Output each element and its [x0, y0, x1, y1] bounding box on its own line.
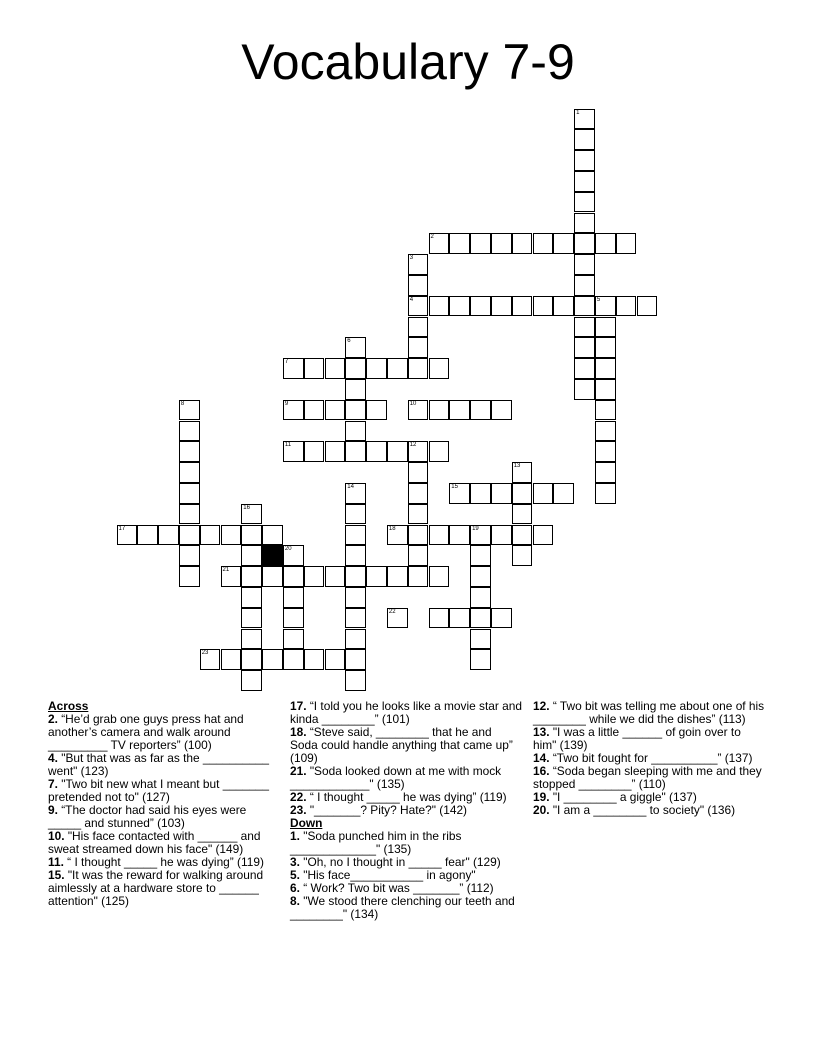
clue-number: 5 [596, 296, 601, 303]
crossword-cell[interactable] [408, 566, 429, 587]
crossword-cell[interactable] [408, 462, 429, 483]
crossword-cell[interactable] [241, 629, 262, 650]
clue-number: 1 [576, 109, 580, 116]
clue-number: 19. [533, 790, 550, 804]
crossword-cell[interactable] [533, 296, 554, 317]
crossword-cell[interactable] [408, 400, 429, 421]
crossword-cell[interactable] [283, 545, 304, 566]
crossword-cell[interactable] [179, 400, 200, 421]
crossword-cell[interactable] [345, 566, 366, 587]
crossword-cell[interactable] [304, 400, 325, 421]
crossword-cell[interactable] [491, 483, 512, 504]
crossword-cell[interactable] [449, 233, 470, 254]
crossword-cell[interactable] [283, 649, 304, 670]
clue-number: 6. [290, 881, 300, 895]
crossword-cell[interactable] [574, 254, 595, 275]
crossword-cell[interactable] [137, 525, 158, 546]
crossword-cell[interactable] [179, 421, 200, 442]
clue-number: 9 [284, 400, 289, 407]
clue-number: 14 [347, 483, 354, 490]
clue-item [48, 830, 280, 856]
clue-text: "Oh, no I thought in _____ fear" (129) [299, 855, 501, 869]
crossword-cell[interactable] [533, 525, 554, 546]
crossword-cell[interactable] [345, 441, 366, 462]
crossword-cell[interactable] [179, 566, 200, 587]
clue-number: 7. [48, 777, 58, 791]
clue-text: "His face contacted with ______ and sweat streamed down his face" (149) [48, 829, 261, 856]
clue-number: 20 [284, 546, 292, 553]
crossword-cell[interactable] [241, 670, 262, 691]
crossword-cell[interactable] [179, 525, 200, 546]
clue-text: "I ________ a giggle" (137) [549, 790, 697, 804]
crossword-cell[interactable] [387, 608, 408, 629]
clue-text: “Steve said, ________ that he and Soda could handle anything that came up” (109) [290, 725, 513, 765]
crossword-cell[interactable] [200, 525, 221, 546]
crossword-cell[interactable] [345, 649, 366, 670]
crossword-cell[interactable] [470, 629, 491, 650]
clue-text: “The doctor had said his eyes were _____ and stunned” (103) [48, 803, 247, 830]
clue-number: 19 [472, 525, 479, 532]
crossword-cell[interactable] [449, 525, 470, 546]
crossword-cell[interactable] [512, 504, 533, 525]
clue-number: 2 [430, 234, 434, 241]
crossword-cell[interactable] [221, 566, 242, 587]
clue-item [48, 752, 280, 778]
crossword-cell[interactable] [429, 233, 450, 254]
clue-number: 22. [290, 790, 307, 804]
crossword-cell[interactable] [574, 296, 595, 317]
crossword-cell[interactable] [345, 337, 366, 358]
crossword-cell[interactable] [179, 462, 200, 483]
clue-number: 12. [533, 699, 550, 713]
crossword-cell[interactable] [449, 483, 470, 504]
crossword-cell[interactable] [491, 400, 512, 421]
crossword-cell[interactable] [262, 525, 283, 546]
crossword-cell[interactable] [345, 587, 366, 608]
clue-number: 18. [290, 725, 307, 739]
clue-number: 13. [533, 725, 550, 739]
crossword-cell[interactable] [574, 233, 595, 254]
clue-number: 4. [48, 751, 58, 765]
crossword-cell[interactable] [345, 358, 366, 379]
clue-number: 17. [290, 699, 307, 713]
clue-number: 21. [290, 764, 307, 778]
crossword-cell[interactable] [241, 545, 262, 566]
crossword-cell[interactable] [574, 213, 595, 234]
clue-number: 15. [48, 868, 65, 882]
clue-number: 2. [48, 712, 58, 726]
crossword-cell[interactable] [595, 296, 616, 317]
crossword-cell[interactable] [325, 441, 346, 462]
crossword-cell[interactable] [595, 233, 616, 254]
crossword-cell[interactable] [408, 254, 429, 275]
crossword-cell[interactable] [429, 566, 450, 587]
down-clue-list-continued [533, 700, 765, 817]
crossword-cell[interactable] [616, 233, 637, 254]
crossword-cell[interactable] [387, 358, 408, 379]
crossword-cell[interactable] [304, 358, 325, 379]
clue-number: 12 [409, 442, 417, 449]
crossword-cell[interactable] [470, 400, 491, 421]
crossword-cell[interactable] [241, 525, 262, 546]
clue-number: 15 [451, 483, 458, 490]
clue-number: 20. [533, 803, 550, 817]
crossword-cell[interactable] [595, 317, 616, 338]
crossword-cell[interactable] [429, 608, 450, 629]
clue-number: 3 [409, 255, 414, 262]
clue-number: 7 [284, 359, 289, 366]
clue-text: “I told you he looks like a movie star and kinda ________” (101) [290, 699, 522, 726]
crossword-cell[interactable] [345, 421, 366, 442]
clue-text: “ Work? Two bit was _______” (112) [299, 881, 494, 895]
clue-item [533, 700, 765, 726]
crossword-cell[interactable] [574, 337, 595, 358]
crossword-cell[interactable] [574, 150, 595, 171]
crossword-cell[interactable] [179, 441, 200, 462]
crossword-cell[interactable] [408, 275, 429, 296]
crossword-cell[interactable] [304, 649, 325, 670]
crossword-cell[interactable] [429, 441, 450, 462]
crossword-cell[interactable] [304, 566, 325, 587]
crossword-cell[interactable] [574, 192, 595, 213]
clue-number: 14. [533, 751, 550, 765]
down-header: Down [290, 816, 323, 830]
clue-number: 10. [48, 829, 65, 843]
clue-text: “ Two bit was telling me about one of his ________ while we did the dishes” (113) [533, 699, 765, 726]
crossword-cell[interactable] [595, 441, 616, 462]
across-header: Across [48, 699, 89, 713]
crossword-cell[interactable] [637, 296, 658, 317]
crossword-cell[interactable] [345, 629, 366, 650]
crossword-cell[interactable] [533, 233, 554, 254]
page-title: Vocabulary 7-9 [241, 34, 575, 90]
crossword-cell[interactable] [470, 525, 491, 546]
crossword-cell[interactable] [408, 441, 429, 462]
crossword-cell[interactable] [470, 483, 491, 504]
crossword-cell[interactable] [345, 400, 366, 421]
crossword-cell[interactable] [179, 504, 200, 525]
crossword-cell[interactable] [345, 483, 366, 504]
crossword-cell[interactable] [512, 296, 533, 317]
crossword-cell[interactable] [616, 296, 637, 317]
clue-number: 9. [48, 803, 58, 817]
clue-item [48, 713, 280, 752]
clue-number: 6 [347, 338, 351, 345]
clue-number: 23 [201, 650, 209, 657]
crossword-block [262, 545, 283, 566]
crossword-cell[interactable] [491, 233, 512, 254]
crossword-cell[interactable] [533, 483, 554, 504]
crossword-cell[interactable] [241, 587, 262, 608]
crossword-cell[interactable] [429, 358, 450, 379]
crossword-cell[interactable] [262, 649, 283, 670]
clue-text: "It was the reward for walking around aimlessly at a hardware store to ______ attention" (125) [48, 868, 264, 908]
crossword-cell[interactable] [574, 358, 595, 379]
crossword-cell[interactable] [491, 296, 512, 317]
clue-text: "We stood there clenching our teeth and ________" (134) [290, 894, 515, 921]
crossword-cell[interactable] [595, 421, 616, 442]
clue-text: “ I thought _____ he was dying” (119) [63, 855, 264, 869]
clue-text: "Soda looked down at me with mock ____________" (135) [290, 764, 502, 791]
crossword-cell[interactable] [179, 483, 200, 504]
clue-item [533, 726, 765, 752]
clue-item [48, 869, 280, 908]
clue-number: 18 [388, 525, 396, 532]
crossword-cell[interactable] [553, 483, 574, 504]
clue-number: 1. [290, 829, 300, 843]
crossword-cell[interactable] [387, 441, 408, 462]
crossword-cell[interactable] [470, 566, 491, 587]
crossword-cell[interactable] [595, 400, 616, 421]
crossword-cell[interactable] [345, 379, 366, 400]
crossword-cell[interactable] [449, 296, 470, 317]
crossword-cell[interactable] [595, 337, 616, 358]
crossword-cell[interactable] [470, 608, 491, 629]
crossword-cell[interactable] [449, 400, 470, 421]
crossword-cell[interactable] [283, 566, 304, 587]
crossword-cell[interactable] [283, 587, 304, 608]
across-clue-list [48, 713, 280, 908]
crossword-cell[interactable] [512, 233, 533, 254]
clue-text: “ I thought _____ he was dying” (119) [306, 790, 507, 804]
clue-number: 8. [290, 894, 300, 908]
crossword-cell[interactable] [366, 400, 387, 421]
crossword-cell[interactable] [574, 171, 595, 192]
crossword-cell[interactable] [429, 400, 450, 421]
clue-text: "I was a little ______ of goin over to him" (139) [533, 725, 741, 752]
crossword-cell[interactable] [470, 587, 491, 608]
crossword-cell[interactable] [512, 483, 533, 504]
crossword-cell[interactable] [470, 296, 491, 317]
clue-number: 5. [290, 868, 300, 882]
clue-text: "But that was as far as the __________ went" (123) [48, 751, 270, 778]
clue-number: 22 [388, 608, 396, 615]
clue-number: 8 [180, 400, 185, 407]
crossword-cell[interactable] [449, 608, 470, 629]
crossword-cell[interactable] [241, 608, 262, 629]
crossword-cell[interactable] [283, 608, 304, 629]
crossword-cell[interactable] [221, 649, 242, 670]
crossword-cell[interactable] [470, 545, 491, 566]
crossword-cell[interactable] [304, 441, 325, 462]
clue-text: "_______? Pity? Hate?" (142) [306, 803, 468, 817]
crossword-cell[interactable] [574, 109, 595, 130]
crossword-cell[interactable] [408, 358, 429, 379]
clue-item [290, 700, 522, 726]
crossword-cell[interactable] [470, 649, 491, 670]
crossword-cell[interactable] [387, 525, 408, 546]
clue-item [48, 804, 280, 830]
clue-number: 17 [118, 525, 126, 532]
crossword-cell[interactable] [408, 337, 429, 358]
crossword-cell[interactable] [574, 275, 595, 296]
crossword-cell[interactable] [491, 525, 512, 546]
crossword-cell[interactable] [283, 441, 304, 462]
crossword-cell[interactable] [241, 566, 262, 587]
clue-item [533, 804, 765, 817]
crossword-cell[interactable] [574, 379, 595, 400]
clue-text: "I am a ________ to society" (136) [549, 803, 736, 817]
crossword-cell[interactable] [574, 317, 595, 338]
crossword-cell[interactable] [241, 649, 262, 670]
crossword-cell[interactable] [325, 566, 346, 587]
crossword-cell[interactable] [325, 358, 346, 379]
clue-text: “Two bit fought for __________” (137) [549, 751, 753, 765]
crossword-cell[interactable] [241, 504, 262, 525]
clue-number: 11. [48, 855, 64, 869]
crossword-cell[interactable] [366, 566, 387, 587]
clue-column-2 [290, 700, 522, 921]
crossword-cell[interactable] [408, 483, 429, 504]
clue-column-1 [48, 700, 280, 908]
crossword-cell[interactable] [179, 545, 200, 566]
crossword-cell[interactable] [408, 504, 429, 525]
clue-number: 16. [533, 764, 550, 778]
crossword-cell[interactable] [221, 525, 242, 546]
crossword-cell[interactable] [429, 296, 450, 317]
crossword-cell[interactable] [366, 358, 387, 379]
crossword-cell[interactable] [553, 296, 574, 317]
clue-item [290, 830, 522, 856]
crossword-cell[interactable] [387, 566, 408, 587]
down-clue-list [290, 830, 522, 921]
clue-text: "Soda punched him in the ribs _____________" (135) [290, 829, 462, 856]
clue-text: "His face___________ in agony" [299, 868, 476, 882]
crossword-cell[interactable] [408, 296, 429, 317]
crossword-cell[interactable] [158, 525, 179, 546]
clue-item [533, 765, 765, 791]
crossword-cell[interactable] [345, 670, 366, 691]
crossword-cell[interactable] [408, 545, 429, 566]
clue-column-3 [533, 700, 765, 817]
clue-item [290, 765, 522, 791]
crossword-cell[interactable] [325, 400, 346, 421]
crossword-cell[interactable] [408, 525, 429, 546]
clue-number: 21 [222, 567, 230, 574]
crossword-cell[interactable] [262, 566, 283, 587]
clue-text: "Two bit new what I meant but _______ pretended not to" (127) [48, 777, 270, 804]
clue-item [290, 804, 522, 817]
crossword-cell[interactable] [283, 400, 304, 421]
crossword-cell[interactable] [512, 545, 533, 566]
crossword-cell[interactable] [574, 129, 595, 150]
clue-number: 23. [290, 803, 307, 817]
crossword-cell[interactable] [595, 379, 616, 400]
clue-number: 4 [409, 296, 414, 303]
crossword-cell[interactable] [325, 649, 346, 670]
crossword-cell[interactable] [408, 317, 429, 338]
crossword-cell[interactable] [345, 545, 366, 566]
across-clue-list-continued [290, 700, 522, 817]
crossword-cell[interactable] [470, 233, 491, 254]
crossword-cell[interactable] [283, 358, 304, 379]
crossword-cell[interactable] [200, 649, 221, 670]
crossword-cell[interactable] [491, 608, 512, 629]
crossword-cell[interactable] [595, 462, 616, 483]
clue-number: 10 [409, 400, 417, 407]
clue-number: 16 [243, 504, 250, 511]
crossword-cell[interactable] [512, 525, 533, 546]
crossword-cell[interactable] [345, 525, 366, 546]
crossword-cell[interactable] [595, 358, 616, 379]
crossword-cell[interactable] [553, 233, 574, 254]
clue-text: “He’d grab one guys press hat and another’s camera and walk around _________ TV reporters” (100) [48, 712, 244, 752]
crossword-cell[interactable] [429, 525, 450, 546]
crossword-cell[interactable] [283, 629, 304, 650]
crossword-cell[interactable] [512, 462, 533, 483]
crossword-cell[interactable] [345, 608, 366, 629]
clue-item [290, 726, 522, 765]
clue-item [290, 895, 522, 921]
clue-number: 11 [284, 442, 292, 449]
crossword-cell[interactable] [117, 525, 138, 546]
crossword-cell[interactable] [345, 504, 366, 525]
clue-number: 3. [290, 855, 300, 869]
crossword-cell[interactable] [366, 441, 387, 462]
clue-number: 13 [513, 463, 521, 470]
clue-item [48, 778, 280, 804]
clue-text: “Soda began sleeping with me and they stopped ________” (110) [533, 764, 762, 791]
crossword-cell[interactable] [595, 483, 616, 504]
